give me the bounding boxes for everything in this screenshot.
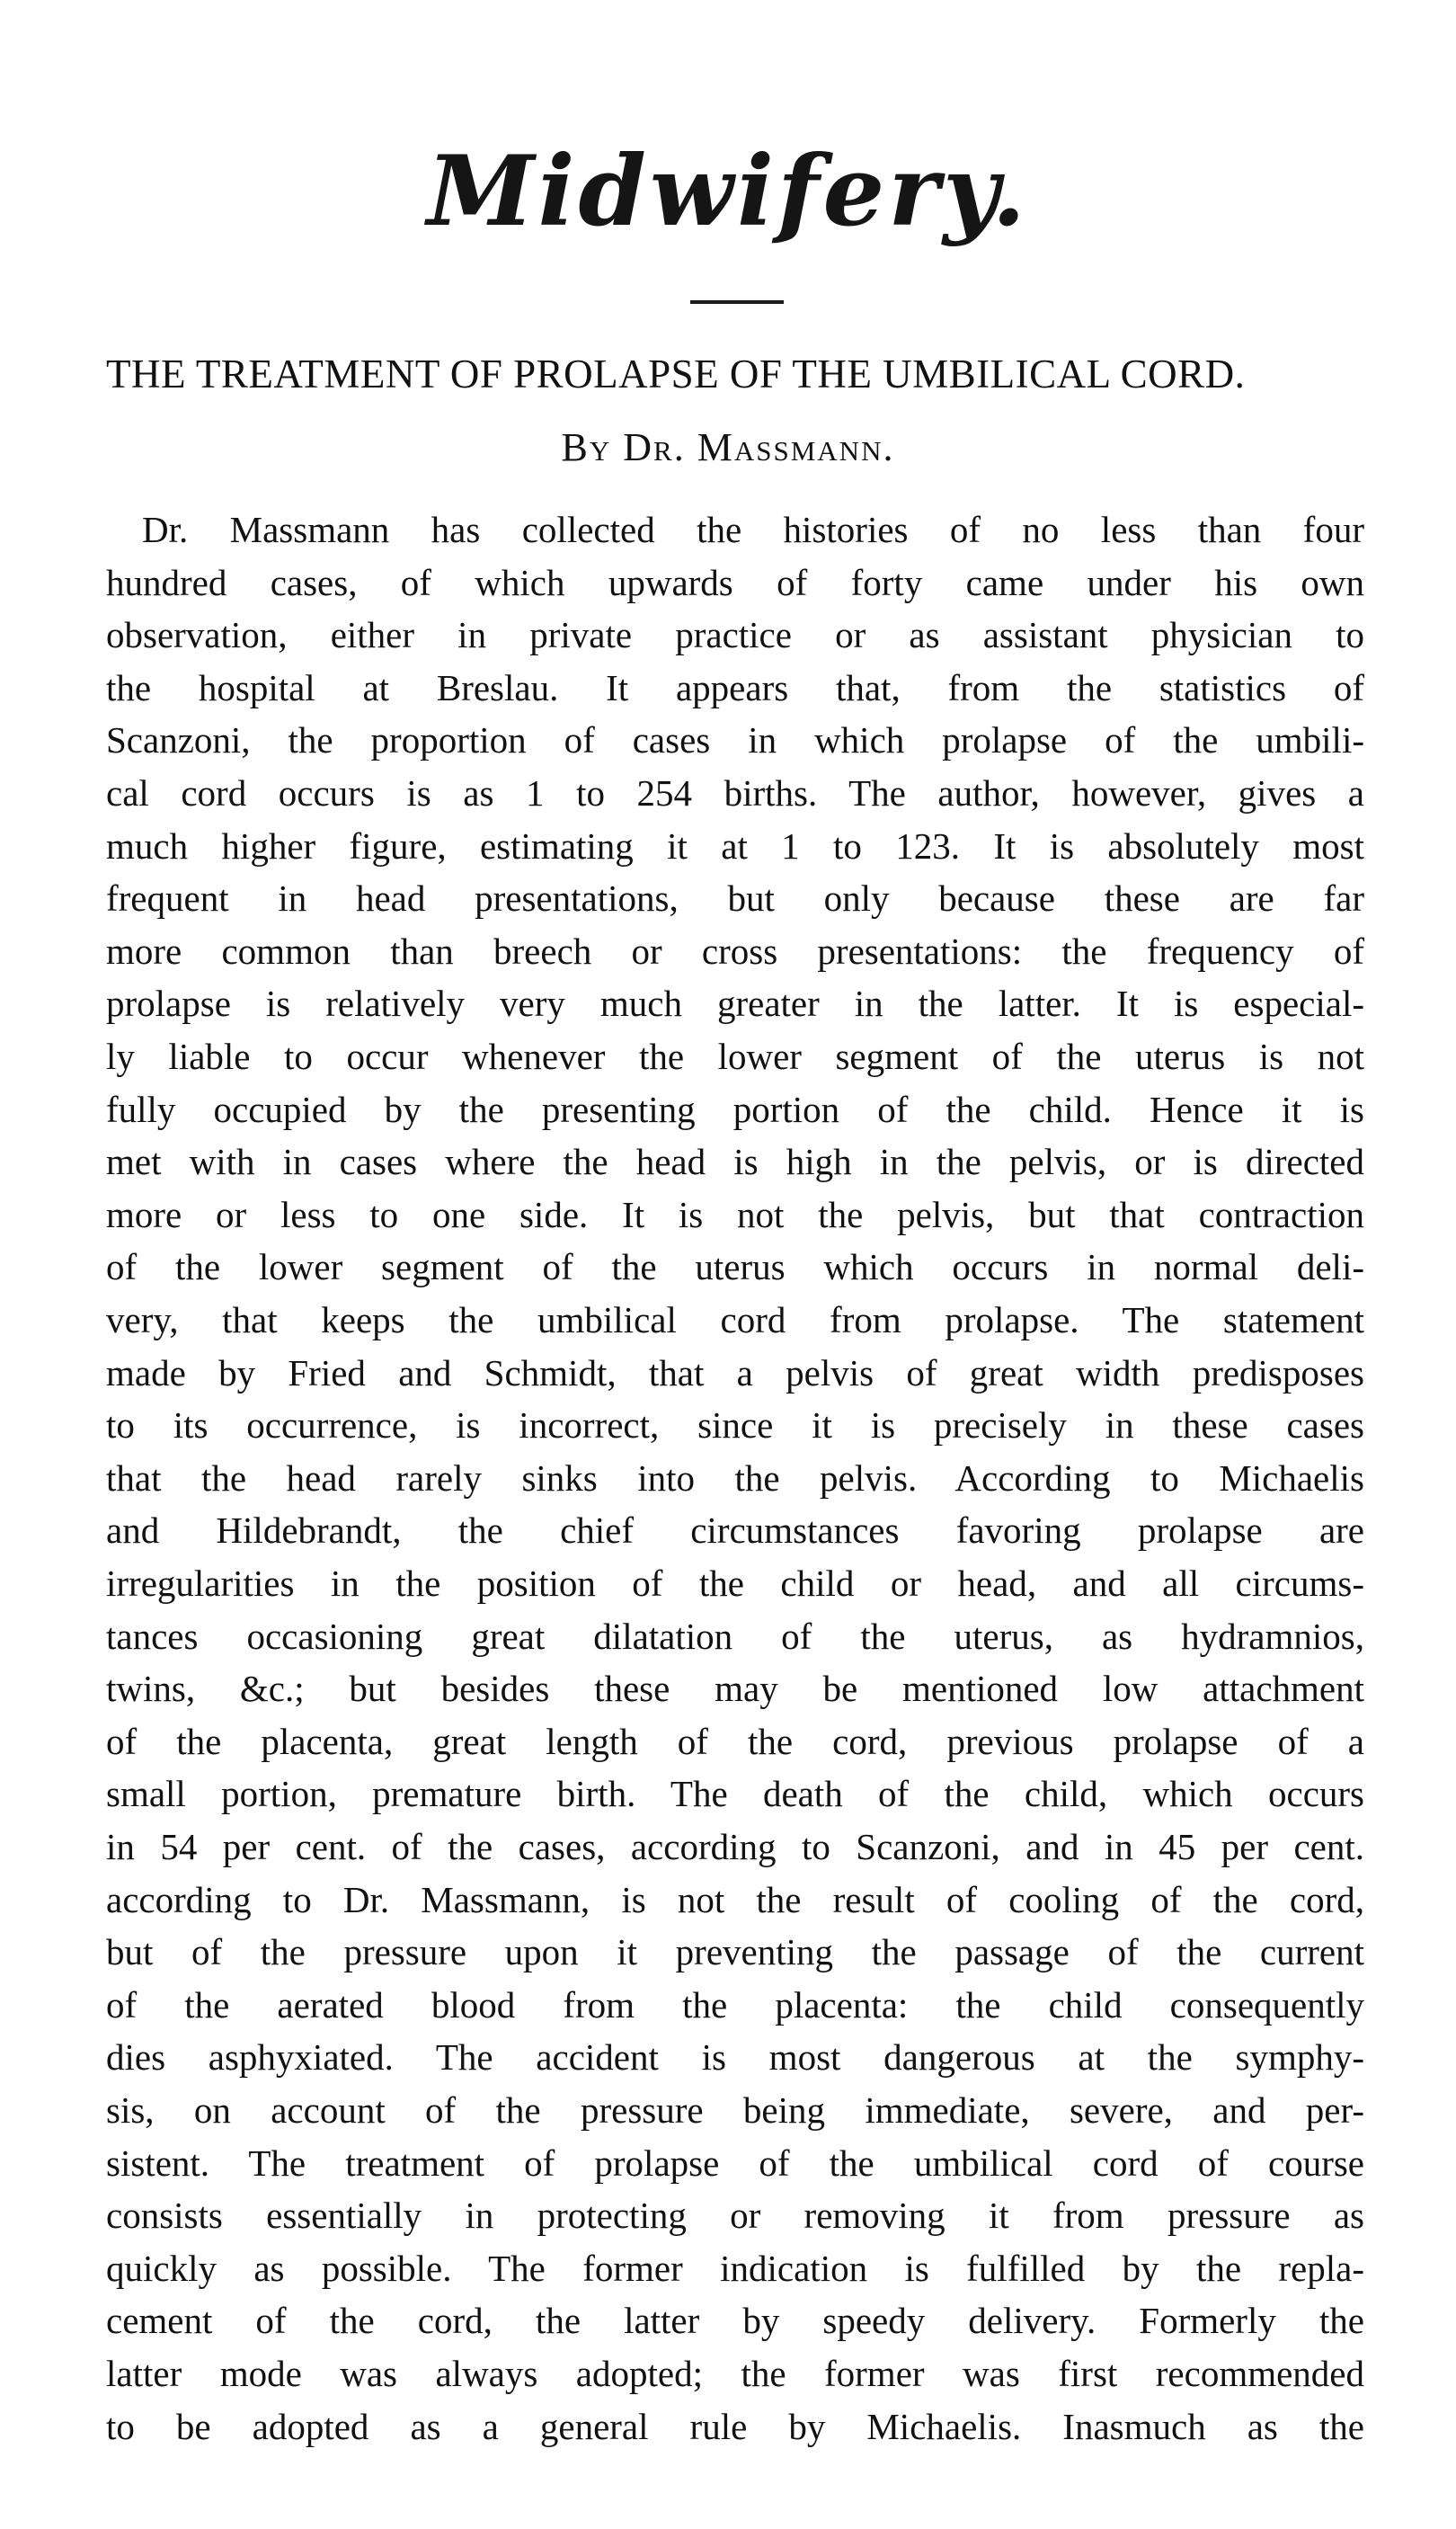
body-line: ly liable to occur whenever the lower segment of the uterus is not [106, 1036, 1364, 1077]
body-line: Scanzoni, the proportion of cases in which prolapse of the umbili- [106, 719, 1364, 761]
heading-divider [690, 300, 784, 304]
body-line: sistent. The treatment of prolapse of the umbilical cord of course [106, 2142, 1364, 2184]
article-title: THE TREATMENT OF PROLAPSE OF THE UMBILICAL CORD. [106, 352, 1246, 396]
body-line: that the head rarely sinks into the pelvis. According to Michaelis [106, 1456, 1364, 1499]
body-line: observation, either in private practice or as assistant physician to [106, 614, 1364, 656]
body-line: latter mode was always adopted; the former was first recommended [106, 2353, 1364, 2394]
body-line: very, that keeps the umbilical cord from prolapse. The statement [106, 1299, 1364, 1340]
body-line: sis, on account of the pressure being immediate, severe, and per- [106, 2089, 1364, 2131]
body-line: consists essentially in protecting or removing it from pressure as [106, 2195, 1364, 2237]
body-line: in 54 per cent. of the cases, according to Scanzoni, and in 45 per cent. [106, 1826, 1364, 1867]
body-line: of the aerated blood from the placenta: the child consequently [106, 1983, 1364, 2026]
section-heading: Midwifery. [426, 135, 1030, 248]
body-line: of the placenta, great length of the cord, previous prolapse of a [106, 1720, 1364, 1762]
body-line: more or less to one side. It is not the pelvis, but that contraction [106, 1193, 1364, 1235]
body-line: tances occasioning great dilatation of the uterus, as hydramnios, [106, 1615, 1364, 1657]
body-line: frequent in head presentations, but only because these are far [106, 877, 1364, 920]
body-line: the hospital at Breslau. It appears that, from the statistics of [106, 666, 1364, 708]
body-line: twins, &c.; but besides these may be mentioned low attachment [106, 1668, 1364, 1710]
body-line: cement of the cord, the latter by speedy delivery. Formerly the [106, 2300, 1364, 2342]
body-line: to its occurrence, is incorrect, since it is precisely in these cases [106, 1404, 1364, 1447]
byline: By Dr. Massmann. [561, 425, 895, 469]
body-line: more common than breech or cross presentations: the frequency of [106, 930, 1364, 972]
body-line: of the lower segment of the uterus which occurs in normal deli- [106, 1246, 1364, 1288]
body-line: according to Dr. Massmann, is not the result of cooling of the cord, [106, 1878, 1364, 1920]
body-line: small portion, premature birth. The death of the child, which occurs [106, 1773, 1364, 1815]
body-line: much higher figure, estimating it at 1 to 123. It is absolutely most [106, 824, 1364, 867]
body-line: met with in cases where the head is high in the pelvis, or is directed [106, 1141, 1364, 1183]
body-line: to be adopted as a general rule by Michaelis. Inasmuch as the [106, 2405, 1364, 2447]
body-line: and Hildebrandt, the chief circumstances favoring prolapse are [106, 1509, 1364, 1552]
body-line: cal cord occurs is as 1 to 254 births. The author, however, gives a [106, 772, 1364, 814]
body-line: Dr. Massmann has collected the histories of no less than four [142, 509, 1364, 550]
body-line: dies asphyxiated. The accident is most dangerous at the symphy- [106, 2036, 1364, 2079]
body-line: made by Fried and Schmidt, that a pelvis of great width predisposes [106, 1351, 1364, 1394]
body-line: quickly as possible. The former indication is fulfilled by the repla- [106, 2247, 1364, 2289]
body-line: irregularities in the position of the child or head, and all circums- [106, 1563, 1364, 1604]
body-line: but of the pressure upon it preventing the passage of the current [106, 1931, 1364, 1973]
body-line: prolapse is relatively very much greater in the latter. It is especial- [106, 983, 1364, 1025]
body-line: fully occupied by the presenting portion of the child. Hence it is [106, 1088, 1364, 1130]
body-line: hundred cases, of which upwards of forty came under his own [106, 561, 1364, 603]
